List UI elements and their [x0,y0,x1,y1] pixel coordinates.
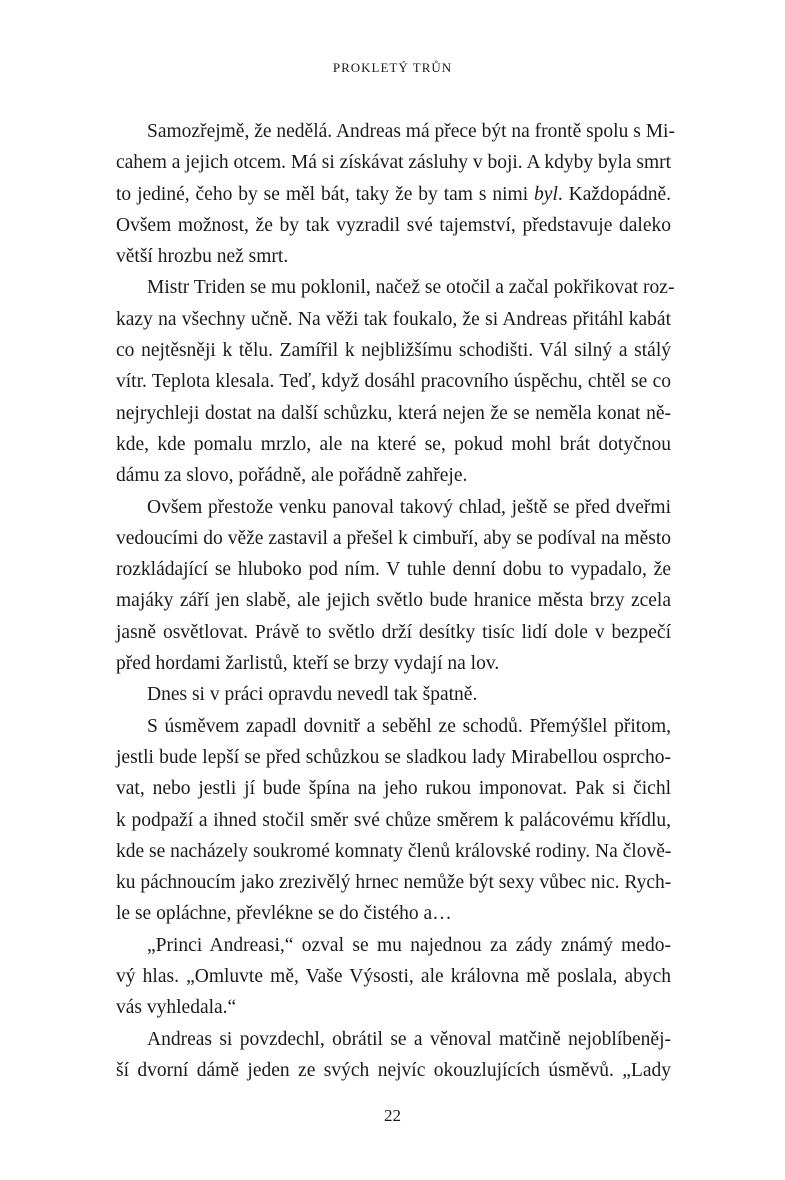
text-line: S úsměvem zapadl dovnitř a seběhl ze schodů. Přemýšlel přitom, [147,715,671,737]
text-line: nejrychleji dostat na další schůzku, která nejen že se neměla konat ně- [116,402,671,424]
text-line: dámu za slovo, pořádně, ale pořádně zahřeje. [116,465,468,487]
text-line: Samozřejmě, že nedělá. Andreas má přece být na frontě spolu s Mi- [147,121,675,142]
text-line: vat, nebo jestli jí bude špína na jeho rukou imponovat. Pak si čichl [116,778,671,800]
text-line: „Princi Andreasi,“ ozval se mu najednou za zády známý medo- [147,934,671,956]
text-line: jasně osvětlovat. Právě to světlo drží desítky tisíc lidí dole v bezpečí [116,621,671,643]
text-line: Ovšem možnost, že by tak vyzradil své tajemství, představuje daleko [116,214,671,236]
text-line: ku páchnoucím jako zrezivělý hrnec nemůže být sexy vůbec nic. Rych- [116,872,672,894]
paragraph [116,1024,671,1087]
text-line: to jediné, čeho by se měl bát, taky že by tam s nimi byl. Každopádně. [116,183,671,205]
text-line: Mistr Triden se mu poklonil, načež se otočil a začal pokřikovat roz- [147,277,675,299]
text-line: před hordami žarlistů, kteří se brzy vydají na lov. [116,653,500,675]
text-line: co nejtěsněji k tělu. Zamířil k nejbližšímu schodišti. Vál silný a stálý [116,340,671,362]
text-line: vítr. Teplota klesala. Teď, když dosáhl pracovního úspěchu, chtěl se co [116,371,671,393]
text-line: vedoucími do věže zastavil a přešel k cimbuří, aby se podíval na město [116,527,671,549]
text-line: jestli bude lepší se před schůzkou se sladkou lady Mirabellou osprcho- [116,746,671,768]
text-line: větší hrozbu než smrt. [116,246,289,268]
text-line: Dnes si v práci opravdu nevedl tak špatně. [147,684,478,706]
text-line: kde se nacházely soukromé komnaty členů královské rodiny. Na člově- [116,840,672,862]
paragraph [116,492,671,680]
running-head: PROKLETÝ TRŮN [332,60,453,75]
text-line: vás vyhledala.“ [116,997,237,1019]
text-line: ší dvorní dámě jeden ze svých nejvíc okouzlujících úsměvů. „Lady [116,1059,671,1081]
text-line: majáky září jen slabě, ale jejich světlo bude hranice města brzy zcela [116,590,671,612]
paragraph [116,272,675,491]
text-line: cahem a jejich otcem. Má si získávat zásluhy v boji. A kdyby byla smrt [116,152,672,174]
text-line: rozkládající se hluboko pod ním. V tuhle denní dobu to vypadalo, že [116,559,671,581]
text-line: Andreas si povzdechl, obrátil se a věnoval matčině nejoblíbeněj- [147,1028,671,1050]
text-line: kde, kde pomalu mrzlo, ale na které se, pokud mohl brát dotyčnou [116,433,671,455]
text-line: vý hlas. „Omluvte mě, Vaše Výsosti, ale královna mě poslala, abych [116,966,671,988]
paragraph [116,711,671,930]
paragraph [116,116,675,272]
paragraph [116,930,671,1024]
page-number: 22 [384,1106,401,1125]
text-line: kazy na všechny učně. Na věži tak foukalo, že si Andreas přitáhl kabát [116,308,671,330]
text-line: le se opláchne, převlékne se do čistého a… [116,903,452,925]
body-text [116,116,675,1086]
text-line: Ovšem přestože venku panoval takový chlad, ještě se před dveřmi [147,496,671,518]
text-line: k podpaží a ihned stočil směr své chůze směrem k palácovému křídlu, [116,809,671,831]
paragraph [116,679,671,710]
